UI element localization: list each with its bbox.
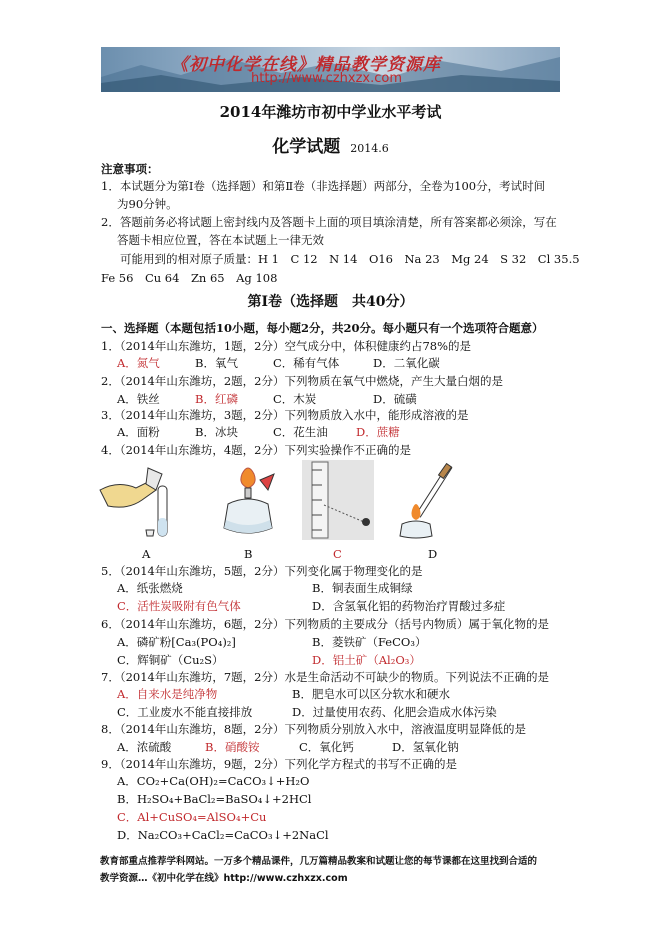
atomic-mass-line-2: Fe 56 Cu 64 Zn 65 Ag 108	[101, 271, 278, 285]
q3-option-b: B．冰块	[195, 425, 238, 439]
subject-title	[0, 132, 661, 157]
alcohol-lamp-image	[218, 460, 280, 540]
notice-line-1b: 为90分钟。	[117, 197, 178, 211]
q8-stem: 8．（2014年山东潍坊，8题，2分）下列物质分别放入水中，溶液温度明显降低的是	[101, 722, 526, 736]
q4-label-a: A	[142, 547, 151, 561]
footer-line-2: 教学资源…《初中化学在线》http://www.czhxzx.com	[100, 873, 348, 884]
q4-label-c: C	[333, 547, 342, 561]
pouring-liquid-image	[98, 460, 178, 540]
exam-title: 2014年潍坊市初中学业水平考试	[219, 103, 442, 121]
q2-option-d: D．硫磺	[373, 392, 417, 406]
q8-option-a: A．浓硫酸	[117, 740, 172, 754]
banner-title: 《初中化学在线》精品教学资源库	[171, 55, 441, 75]
subject-name: 化学试题	[272, 137, 341, 157]
q6-option-c: C．辉铜矿（Cu₂S）	[117, 653, 224, 667]
q5-stem: 5．（2014年山东潍坊，5题，2分）下列变化属于物理变化的是	[101, 564, 423, 578]
q1-option-c: C．稀有气体	[273, 356, 340, 370]
q7-option-c: C．工业废水不能直接排放	[117, 705, 253, 719]
q3-option-c: C．花生油	[273, 425, 328, 439]
banner-url[interactable]: http://www.czhxzx.com	[251, 71, 402, 86]
q5-option-a: A．纸张燃烧	[117, 581, 183, 595]
q6-stem: 6．（2014年山东潍坊，6题，2分）下列物质的主要成分（括号内物质）属于氧化物的是	[101, 617, 549, 631]
q9-option-b: B．H₂SO₄+BaCl₂=BaSO₄↓+2HCl	[117, 792, 312, 806]
exam-date: 2014.6	[350, 142, 389, 155]
notice-line-2b: 答题卡相应位置，答在本试题上一律无效	[117, 233, 324, 247]
q4-label-b: B	[244, 547, 253, 561]
footer-line-1: 教育部重点推荐学科网站。一万多个精品课件，几万篇精品教案和试题让您的每节课都在这里找到合适的	[100, 856, 538, 867]
q3-option-d: D．蔗糖	[356, 425, 400, 439]
q1-option-b: B．氧气	[195, 356, 238, 370]
notice-line-2: 2．答题前务必将试题上密封线内及答题卡上面的项目填涂清楚，所有答案都必须涂，写在	[101, 215, 557, 229]
q7-option-a: A．自来水是纯净物	[117, 687, 218, 701]
q4-stem: 4．（2014年山东潍坊，4题，2分）下列实验操作不正确的是	[101, 443, 411, 457]
section-title: 第Ⅰ卷（选择题 共40分）	[247, 294, 414, 310]
q6-option-b: B．菱铁矿（FeCO₃）	[312, 635, 427, 649]
atomic-mass-line-1: 可能用到的相对原子质量：H 1 C 12 N 14 O16 Na 23 Mg 24 S 32 Cl 35.5	[120, 252, 580, 266]
header-banner	[101, 47, 560, 92]
q9-option-a: A．CO₂+Ca(OH)₂=CaCO₃↓+H₂O	[117, 774, 310, 788]
q6-option-a: A．磷矿粉[Ca₃(PO₄)₂]	[117, 635, 236, 649]
q7-option-b: B．肥皂水可以区分软水和硬水	[292, 687, 450, 701]
q5-option-d: D．含氢氧化铝的药物治疗胃酸过多症	[312, 599, 506, 613]
q8-option-c: C．氧化钙	[299, 740, 354, 754]
notice-line-1: 1．本试题分为第Ⅰ卷（选择题）和第Ⅱ卷（非选择题）两部分，全卷为100分，考试时间	[101, 179, 546, 193]
q5-option-b: B．铜表面生成铜绿	[312, 581, 413, 595]
q3-stem: 3．（2014年山东潍坊，3题，2分）下列物质放入水中，能形成溶液的是	[101, 408, 469, 422]
q7-stem: 7．（2014年山东潍坊，7题，2分）水是生命活动不可缺少的物质。下列说法不正确的是	[101, 670, 549, 684]
q2-option-c: C．木炭	[273, 392, 317, 406]
q1-option-a: A．氮气	[117, 356, 160, 370]
q2-option-a: A．铁丝	[117, 392, 160, 406]
part1-heading: 一、选择题（本题包括10小题，每小题2分，共20分。每小题只有一个选项符合题意）	[101, 321, 544, 335]
q4-label-d: D	[428, 547, 438, 561]
q6-option-d: D．铝土矿（Al₂O₃）	[312, 653, 421, 667]
q5-option-c: C．活性炭吸附有色气体	[117, 599, 241, 613]
q1-option-d: D．二氧化碳	[373, 356, 440, 370]
q3-option-a: A．面粉	[117, 425, 160, 439]
q9-option-d: D．Na₂CO₃+CaCl₂=CaCO₃↓+2NaCl	[117, 828, 329, 842]
q2-stem: 2．（2014年山东潍坊，2题，2分）下列物质在氧气中燃烧，产生大量白烟的是	[101, 374, 503, 388]
q2-option-b: B．红磷	[195, 392, 238, 406]
q9-option-c: C．Al+CuSO₄=AlSO₄+Cu	[117, 810, 267, 824]
q8-option-b: B．硝酸铵	[205, 740, 260, 754]
q8-option-d: D．氢氧化钠	[392, 740, 459, 754]
notice-heading: 注意事项：	[101, 162, 159, 176]
q1-stem: 1．（2014年山东潍坊，1题，2分）空气成分中，体积健康约占78%的是	[101, 339, 472, 353]
q7-option-d: D．过量使用农药、化肥会造成水体污染	[292, 705, 497, 719]
graduated-cylinder-image	[302, 460, 374, 540]
heating-test-tube-image	[398, 460, 458, 540]
q9-stem: 9．（2014年山东潍坊，9题，2分）下列化学方程式的书写不正确的是	[101, 757, 457, 771]
